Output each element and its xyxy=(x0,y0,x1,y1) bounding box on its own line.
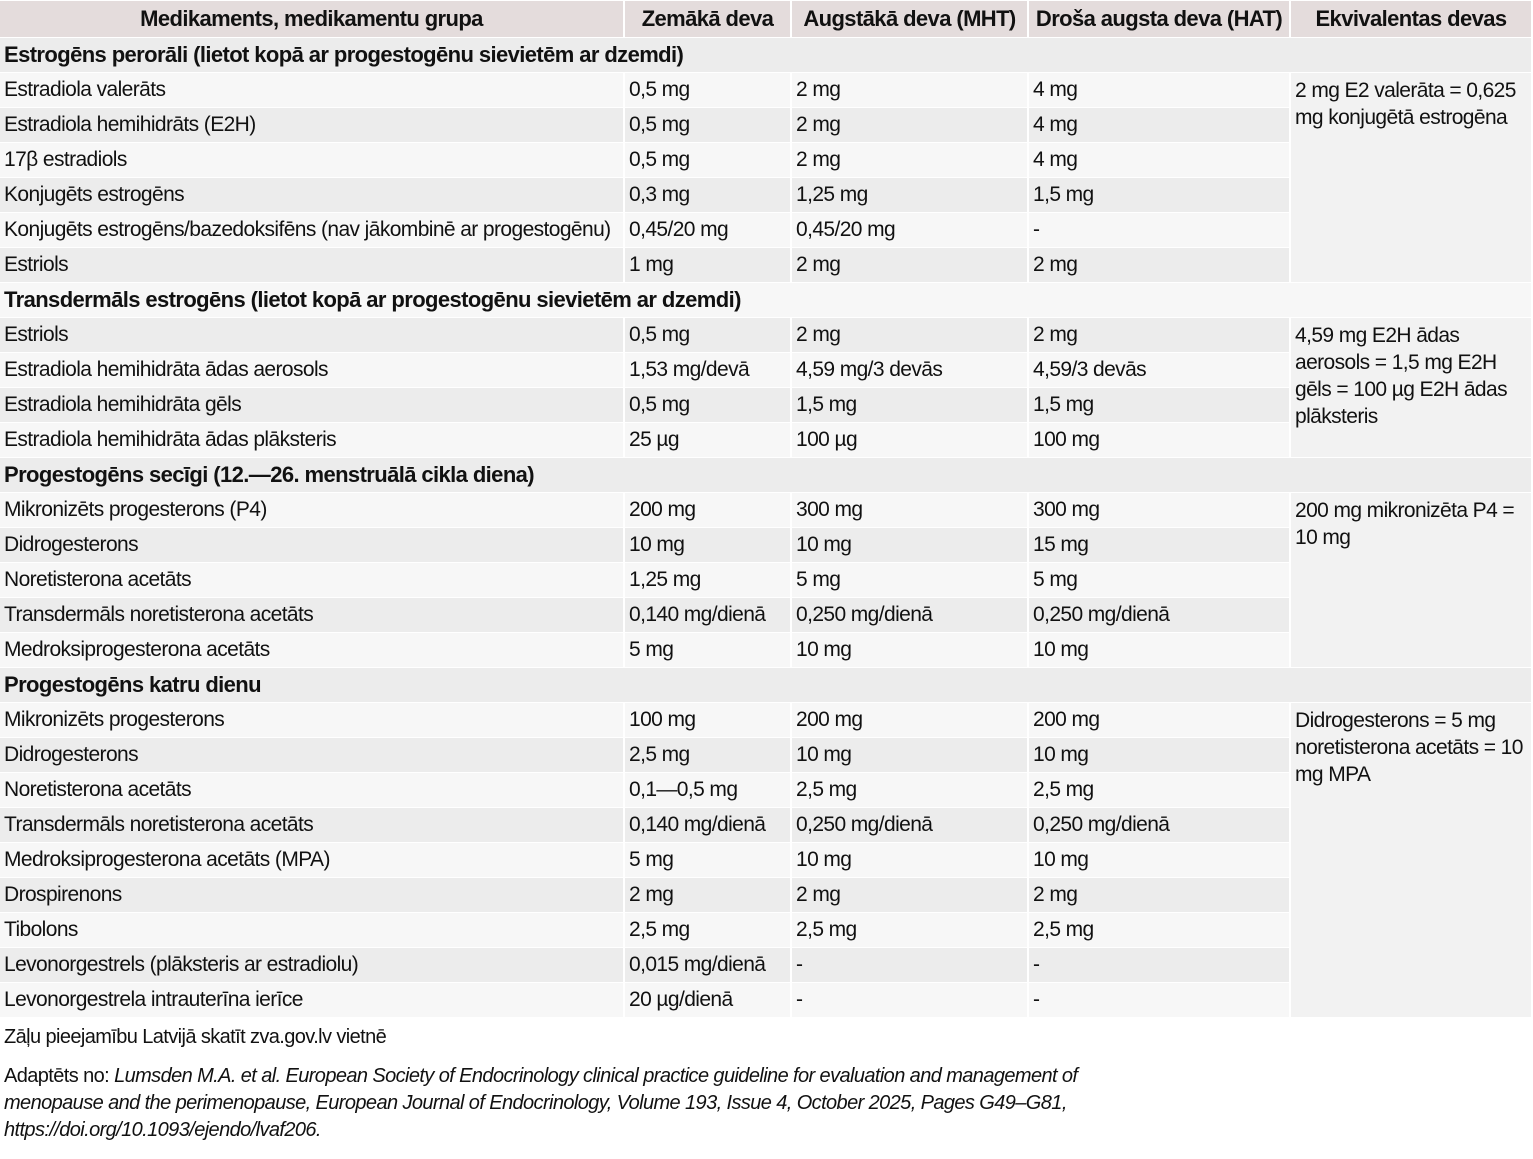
drug-name: Estradiola hemihidrāta gēls xyxy=(0,388,623,422)
drug-name: Mikronizēts progesterons (P4) xyxy=(0,493,623,527)
low-dose: 0,140 mg/dienā xyxy=(625,808,790,842)
low-dose: 0,3 mg xyxy=(625,178,790,212)
low-dose: 2,5 mg xyxy=(625,913,790,947)
high-dose-mht: 100 µg xyxy=(792,423,1027,457)
col-header-safe-high-dose-hat: Droša augsta deva (HAT) xyxy=(1029,1,1289,37)
drug-name: Estradiola valerāts xyxy=(0,73,623,107)
col-header-equivalent: Ekvivalentas devas xyxy=(1291,1,1531,37)
safe-high-dose-hat: - xyxy=(1029,213,1289,247)
equivalent-doses: 4,59 mg E2H ādas aerosols = 1,5 mg E2H gēls = 100 µg E2H ādas plāksteris xyxy=(1291,318,1531,457)
drug-name: Transdermāls noretisterona acetāts xyxy=(0,808,623,842)
col-header-high-dose-mht: Augstākā deva (MHT) xyxy=(792,1,1027,37)
safe-high-dose-hat: 2 mg xyxy=(1029,318,1289,352)
safe-high-dose-hat: 15 mg xyxy=(1029,528,1289,562)
high-dose-mht: 2 mg xyxy=(792,318,1027,352)
section-title: Progestogēns secīgi (12.—26. menstruālā cikla diena) xyxy=(0,458,1531,492)
safe-high-dose-hat: 0,250 mg/dienā xyxy=(1029,808,1289,842)
low-dose: 2 mg xyxy=(625,878,790,912)
drug-name: Konjugēts estrogēns xyxy=(0,178,623,212)
low-dose: 0,5 mg xyxy=(625,143,790,177)
low-dose: 200 mg xyxy=(625,493,790,527)
drug-name: Medroksiprogesterona acetāts (MPA) xyxy=(0,843,623,877)
high-dose-mht: 4,59 mg/3 devās xyxy=(792,353,1027,387)
equivalent-doses: 2 mg E2 valerāta = 0,625 mg konjugētā estrogēna xyxy=(1291,73,1531,282)
safe-high-dose-hat: 5 mg xyxy=(1029,563,1289,597)
safe-high-dose-hat: 2 mg xyxy=(1029,248,1289,282)
drug-name: Mikronizēts progesterons xyxy=(0,703,623,737)
low-dose: 1,53 mg/devā xyxy=(625,353,790,387)
high-dose-mht: 0,45/20 mg xyxy=(792,213,1027,247)
safe-high-dose-hat: 10 mg xyxy=(1029,633,1289,667)
high-dose-mht: 2 mg xyxy=(792,108,1027,142)
drug-name: Estradiola hemihidrāta ādas plāksteris xyxy=(0,423,623,457)
section-row xyxy=(0,38,1531,72)
safe-high-dose-hat: 1,5 mg xyxy=(1029,178,1289,212)
col-header-low-dose: Zemākā deva xyxy=(625,1,790,37)
safe-high-dose-hat: 4 mg xyxy=(1029,73,1289,107)
high-dose-mht: 10 mg xyxy=(792,843,1027,877)
low-dose: 1,25 mg xyxy=(625,563,790,597)
safe-high-dose-hat: 2,5 mg xyxy=(1029,773,1289,807)
section-row xyxy=(0,668,1531,702)
availability-note: Zāļu pieejamību Latvijā skatīt zva.gov.lv vietnē xyxy=(4,1026,387,1048)
equivalent-doses: 200 mg mikronizēta P4 = 10 mg xyxy=(1291,493,1531,667)
low-dose: 0,015 mg/dienā xyxy=(625,948,790,982)
low-dose: 0,140 mg/dienā xyxy=(625,598,790,632)
high-dose-mht: 0,250 mg/dienā xyxy=(792,598,1027,632)
drug-name: Estradiola hemihidrāta ādas aerosols xyxy=(0,353,623,387)
section-title: Estrogēns perorāli (lietot kopā ar progestogēnu sievietēm ar dzemdi) xyxy=(0,38,1531,72)
high-dose-mht: 2 mg xyxy=(792,143,1027,177)
high-dose-mht: 1,25 mg xyxy=(792,178,1027,212)
high-dose-mht: 300 mg xyxy=(792,493,1027,527)
safe-high-dose-hat: 100 mg xyxy=(1029,423,1289,457)
drug-name: Tibolons xyxy=(0,913,623,947)
section-title: Transdermāls estrogēns (lietot kopā ar progestogēnu sievietēm ar dzemdi) xyxy=(0,283,1531,317)
high-dose-mht: 10 mg xyxy=(792,633,1027,667)
safe-high-dose-hat: 10 mg xyxy=(1029,843,1289,877)
drug-name: Estriols xyxy=(0,318,623,352)
safe-high-dose-hat: - xyxy=(1029,983,1289,1017)
drug-name: Estradiola hemihidrāts (E2H) xyxy=(0,108,623,142)
drug-name: Levonorgestrela intrauterīna ierīce xyxy=(0,983,623,1017)
high-dose-mht: - xyxy=(792,948,1027,982)
low-dose: 0,5 mg xyxy=(625,73,790,107)
safe-high-dose-hat: 1,5 mg xyxy=(1029,388,1289,422)
section-row xyxy=(0,458,1531,492)
table-row xyxy=(0,73,1531,107)
low-dose: 10 mg xyxy=(625,528,790,562)
low-dose: 5 mg xyxy=(625,843,790,877)
low-dose: 20 µg/dienā xyxy=(625,983,790,1017)
source-prefix: Adaptēts no: xyxy=(4,1065,115,1087)
drug-name: Didrogesterons xyxy=(0,528,623,562)
source-citation xyxy=(0,1063,1168,1144)
drug-name: Konjugēts estrogēns/bazedoksifēns (nav jākombinē ar progestogēnu) xyxy=(0,213,623,247)
high-dose-mht: 2,5 mg xyxy=(792,913,1027,947)
safe-high-dose-hat: 200 mg xyxy=(1029,703,1289,737)
safe-high-dose-hat: 4 mg xyxy=(1029,143,1289,177)
safe-high-dose-hat: 4 mg xyxy=(1029,108,1289,142)
high-dose-mht: 10 mg xyxy=(792,738,1027,772)
safe-high-dose-hat: 2,5 mg xyxy=(1029,913,1289,947)
low-dose: 5 mg xyxy=(625,633,790,667)
low-dose: 0,5 mg xyxy=(625,388,790,422)
drug-name: Transdermāls noretisterona acetāts xyxy=(0,598,623,632)
header-row xyxy=(0,1,1531,37)
low-dose: 2,5 mg xyxy=(625,738,790,772)
drug-name: Levonorgestrels (plāksteris ar estradiolu) xyxy=(0,948,623,982)
high-dose-mht: 1,5 mg xyxy=(792,388,1027,422)
section-title: Progestogēns katru dienu xyxy=(0,668,1531,702)
low-dose: 0,45/20 mg xyxy=(625,213,790,247)
equivalent-doses: Didrogesterons = 5 mg noretisterona acetāts = 10 mg MPA xyxy=(1291,703,1531,1017)
low-dose: 100 mg xyxy=(625,703,790,737)
high-dose-mht: 200 mg xyxy=(792,703,1027,737)
table-row xyxy=(0,318,1531,352)
drug-name: Drospirenons xyxy=(0,878,623,912)
source-text: Lumsden M.A. et al. European Society of Endocrinology clinical practice guideline for evaluation and management of menopause and the perimenopause, European Journal of Endocrinology, Volume 193, Issue 4, October 2025, Pages G49–G81, https://doi.org/10.1093/ejendo/lvaf206. xyxy=(4,1065,1078,1141)
low-dose: 25 µg xyxy=(625,423,790,457)
drug-name: Medroksiprogesterona acetāts xyxy=(0,633,623,667)
table-row xyxy=(0,703,1531,737)
high-dose-mht: 2,5 mg xyxy=(792,773,1027,807)
safe-high-dose-hat: 10 mg xyxy=(1029,738,1289,772)
low-dose: 1 mg xyxy=(625,248,790,282)
high-dose-mht: 2 mg xyxy=(792,73,1027,107)
high-dose-mht: 5 mg xyxy=(792,563,1027,597)
high-dose-mht: - xyxy=(792,983,1027,1017)
safe-high-dose-hat: - xyxy=(1029,948,1289,982)
safe-high-dose-hat: 300 mg xyxy=(1029,493,1289,527)
drug-name: Noretisterona acetāts xyxy=(0,563,623,597)
high-dose-mht: 0,250 mg/dienā xyxy=(792,808,1027,842)
safe-high-dose-hat: 0,250 mg/dienā xyxy=(1029,598,1289,632)
drug-name: Estriols xyxy=(0,248,623,282)
safe-high-dose-hat: 2 mg xyxy=(1029,878,1289,912)
drug-name: 17β estradiols xyxy=(0,143,623,177)
safe-high-dose-hat: 4,59/3 devās xyxy=(1029,353,1289,387)
high-dose-mht: 2 mg xyxy=(792,878,1027,912)
high-dose-mht: 10 mg xyxy=(792,528,1027,562)
table-row xyxy=(0,493,1531,527)
drug-name: Didrogesterons xyxy=(0,738,623,772)
col-header-drug: Medikaments, medikamentu grupa xyxy=(0,1,623,37)
low-dose: 0,5 mg xyxy=(625,108,790,142)
section-row xyxy=(0,283,1531,317)
drug-name: Noretisterona acetāts xyxy=(0,773,623,807)
low-dose: 0,1—0,5 mg xyxy=(625,773,790,807)
high-dose-mht: 2 mg xyxy=(792,248,1027,282)
low-dose: 0,5 mg xyxy=(625,318,790,352)
